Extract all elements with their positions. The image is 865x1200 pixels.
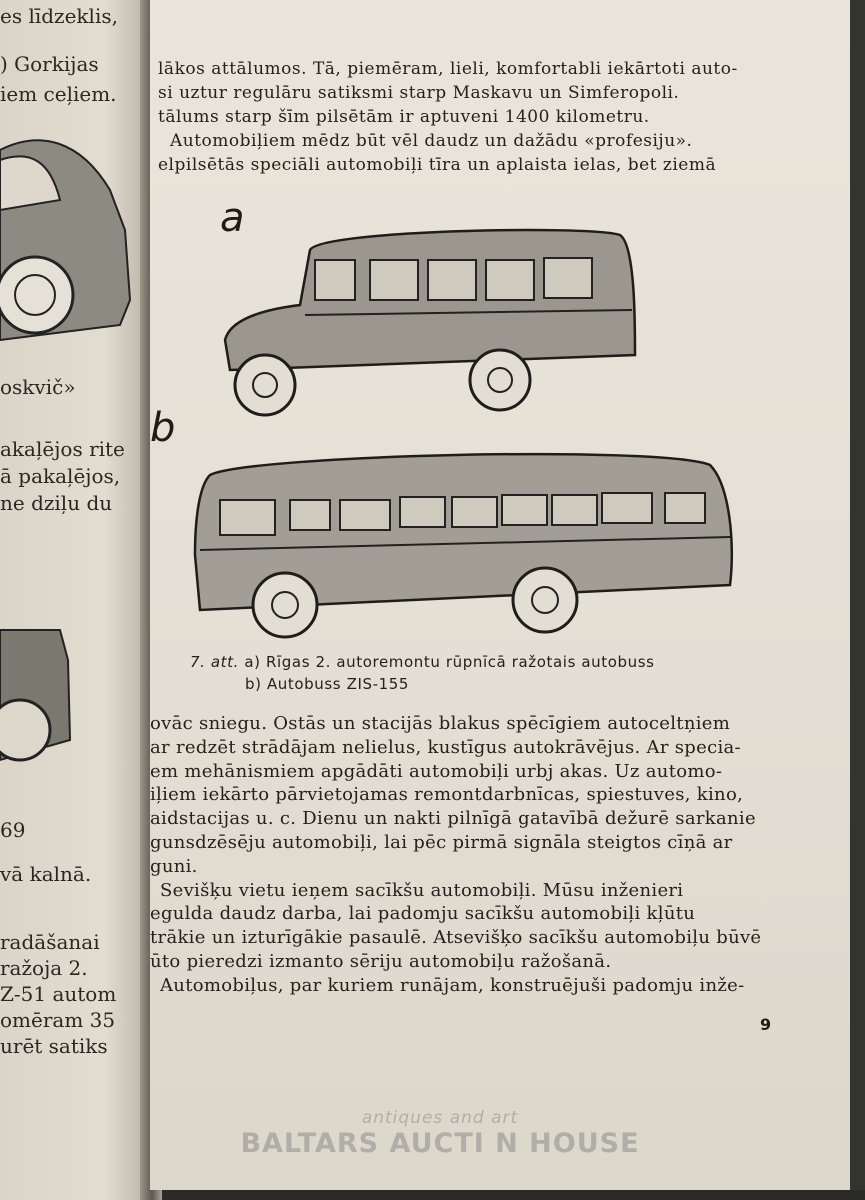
bus-illustration-b xyxy=(190,445,740,645)
body-text-line: gunsdzēsēju automobiļi, lai pēc pirmā signāla steigtos cīņā ar xyxy=(150,832,733,853)
left-car-illustration-top xyxy=(0,110,150,360)
figure-caption-line1 xyxy=(190,653,655,671)
figure-caption-line2: b) Autobuss ZIS-155 xyxy=(245,675,410,693)
body-text-line: egulda daudz darba, lai padomju sacīkšu automobiļi kļūtu xyxy=(150,903,696,925)
left-page-text-line: radāšanai xyxy=(0,930,100,954)
left-page-text-line: ) Gorkijas xyxy=(0,52,99,76)
left-page-text-line: ražoja 2. xyxy=(0,956,88,980)
figure-label-b: b xyxy=(150,405,176,451)
body-text-line: guni. xyxy=(150,855,198,877)
watermark-brand: BALTARS AUCTI N HOUSE xyxy=(240,1128,640,1159)
top-text-line: Automobiļiem mēdz būt vēl daudz un dažādu «profesiju». xyxy=(170,131,693,151)
left-page-text-line: omēram 35 xyxy=(0,1008,116,1032)
left-page-text-line: 69 xyxy=(0,818,26,842)
figure-caption-number: 7. att. xyxy=(190,653,240,671)
left-page-text-line: ne dziļu du xyxy=(0,491,113,515)
body-text-line: Automobiļus, par kuriem runājam, konstruējuši padomju inže- xyxy=(160,974,745,996)
left-page-text-line: es līdzeklis, xyxy=(0,4,118,28)
body-text-line: ar redzēt strādājam nelielus, kustīgus autokrāvējus. Ar specia- xyxy=(150,736,741,758)
body-text-line: trākie un izturīgākie pasaulē. Atsevišķo sacīkšu automobiļu būvē xyxy=(150,927,762,949)
page-number: 9 xyxy=(760,1015,772,1034)
bus-illustration-a xyxy=(210,220,650,420)
top-text-line: lākos attālumos. Tā, piemēram, lieli, komfortabli iekārtoti auto- xyxy=(158,59,738,79)
body-text-line: Sevišķu vietu ieņem sacīkšu automobiļi. Mūsu inženieri xyxy=(160,879,684,901)
left-page-text-line: ā pakaļējos, xyxy=(0,464,121,488)
left-page-text-line: akaļējos rite xyxy=(0,437,125,461)
watermark-tagline: antiques and art xyxy=(361,1108,519,1128)
body-text-line: em mehānismiem apgādāti automobiļi urbj akas. Uz automo- xyxy=(150,760,723,782)
watermark xyxy=(230,1108,650,1159)
top-text-line: si uztur regulāru satiksmi starp Maskavu un Simferopoli. xyxy=(158,83,680,103)
left-page-text-line: Z-51 autom xyxy=(0,982,117,1006)
body-text-line: ovāc sniegu. Ostās un stacijās blakus spēcīgiem autoceltņiem xyxy=(150,713,731,734)
left-page-text-line: iem ceļiem. xyxy=(0,82,117,106)
left-car-illustration-bottom xyxy=(0,620,150,790)
top-text-line: elpilsētās speciāli automobiļi tīra un aplaista ielas, bet ziemā xyxy=(158,155,717,175)
body-text-line: aidstacijas u. c. Dienu un nakti pilnīgā gatavībā dežurē sarkanie xyxy=(150,808,756,830)
figure-label-a: a xyxy=(220,195,245,241)
right-page xyxy=(150,0,865,1190)
left-page xyxy=(0,0,150,1200)
top-text-line: tālums starp šīm pilsētām ir aptuveni 1400 kilometru. xyxy=(158,107,650,127)
left-page-text-line: urēt satiks xyxy=(0,1034,108,1058)
left-page-text-line: oskvič» xyxy=(0,375,76,399)
body-text-line: ūto pieredzi izmanto sēriju automobiļu ražošanā. xyxy=(150,951,612,972)
left-page-text-line: vā kalnā. xyxy=(0,862,92,886)
body-text-line: iļiem iekārto pārvietojamas remontdarbnīcas, spiestuves, kino, xyxy=(150,784,744,806)
figure-caption-text-a: a) Rīgas 2. autoremontu rūpnīcā ražotais autobuss xyxy=(239,653,655,671)
